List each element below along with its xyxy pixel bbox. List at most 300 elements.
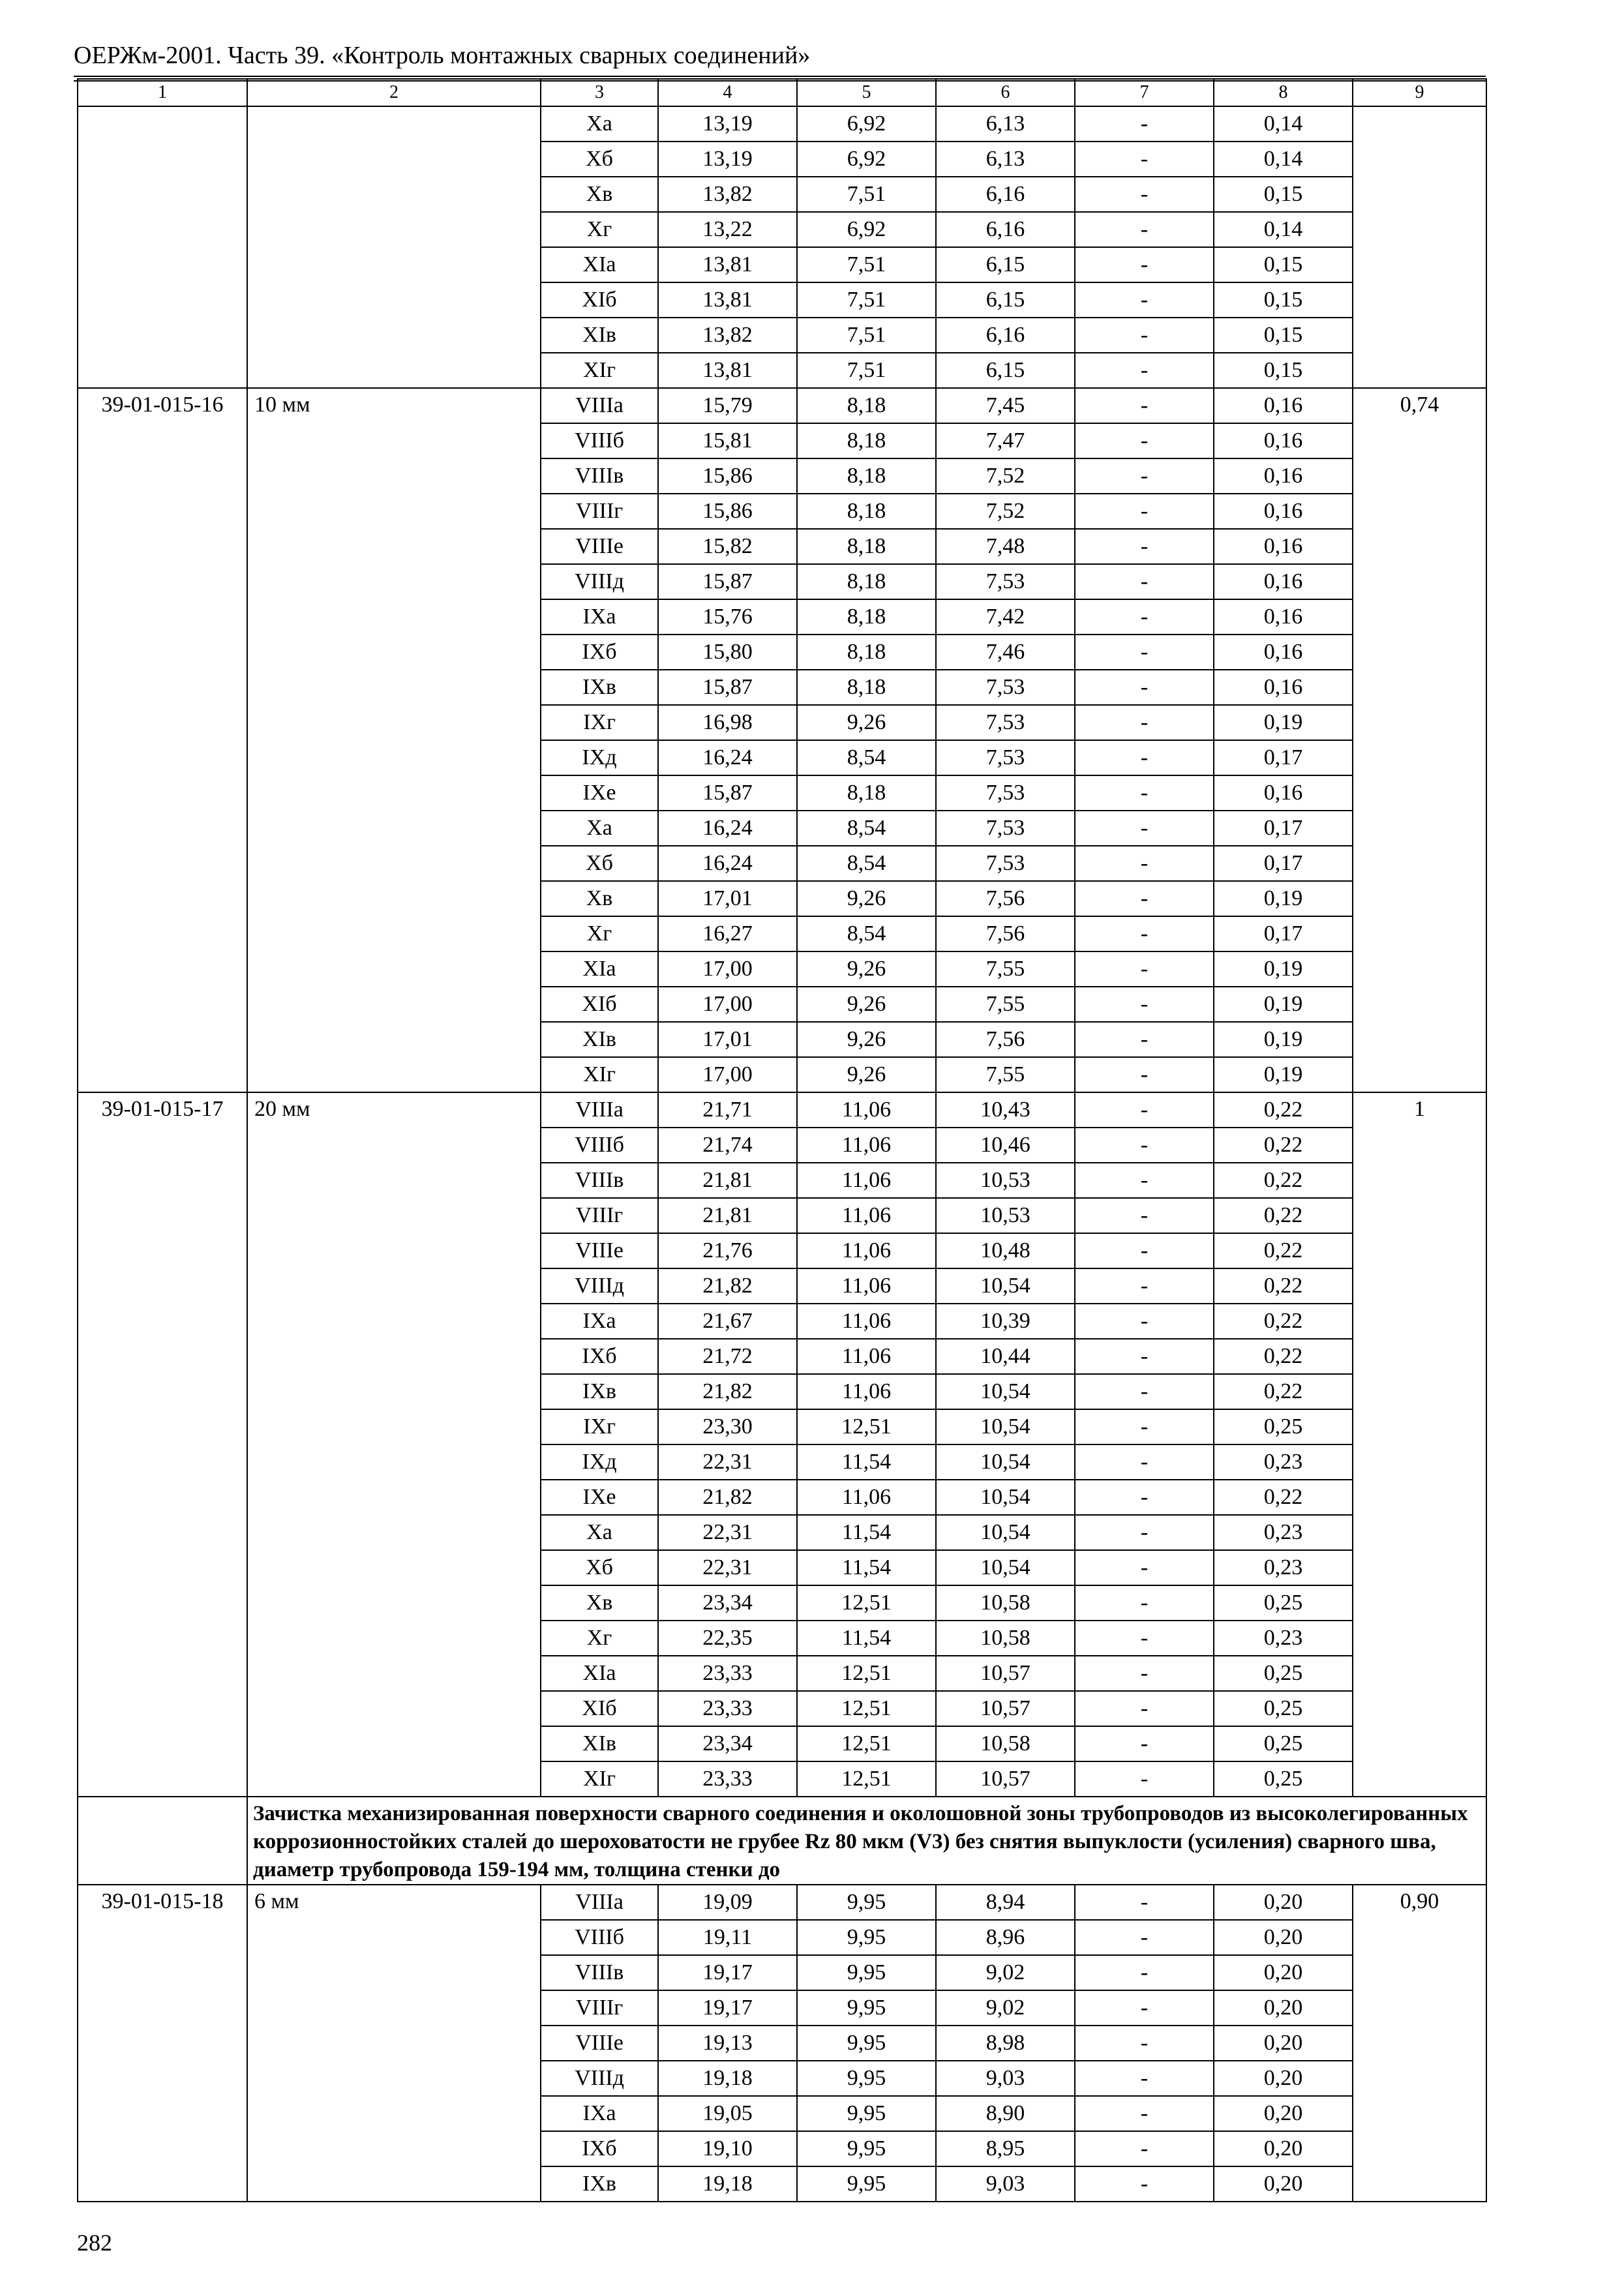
category-cell: Xв: [541, 881, 658, 916]
total-cost-cell: 15,81: [658, 423, 797, 458]
labor-hours-cell: 0,19: [1214, 705, 1353, 740]
materials-cost-cell: -: [1075, 1409, 1214, 1444]
total-cost-cell: 17,01: [658, 1022, 797, 1057]
labor-cost-cell: 8,18: [797, 423, 936, 458]
category-cell: XIв: [541, 1022, 658, 1057]
total-cost-cell: 13,82: [658, 177, 797, 212]
total-cost-cell: 17,00: [658, 951, 797, 987]
machine-cost-cell: 7,53: [936, 564, 1075, 599]
labor-cost-cell: 9,95: [797, 2166, 936, 2202]
materials-cost-cell: -: [1075, 1268, 1214, 1304]
total-cost-cell: 13,81: [658, 282, 797, 318]
category-cell: VIIIг: [541, 494, 658, 529]
total-cost-cell: 21,82: [658, 1374, 797, 1409]
labor-cost-cell: 9,95: [797, 2061, 936, 2096]
category-cell: XIa: [541, 247, 658, 282]
category-cell: IXa: [541, 599, 658, 635]
machine-cost-cell: 10,53: [936, 1163, 1075, 1198]
total-cost-cell: 21,76: [658, 1233, 797, 1268]
labor-hours-cell: 0,19: [1214, 951, 1353, 987]
category-cell: XIв: [541, 1726, 658, 1761]
labor-cost-cell: 8,54: [797, 740, 936, 775]
machine-cost-cell: 7,42: [936, 599, 1075, 635]
labor-cost-cell: 6,92: [797, 142, 936, 177]
total-cost-cell: 17,00: [658, 1057, 797, 1092]
labor-cost-cell: 7,51: [797, 247, 936, 282]
rate-code-cell: 39-01-015-16: [78, 388, 247, 1092]
category-cell: Xб: [541, 1550, 658, 1585]
category-cell: VIIIг: [541, 1990, 658, 2026]
labor-hours-cell: 0,15: [1214, 282, 1353, 318]
machine-cost-cell: 10,39: [936, 1304, 1075, 1339]
labor-hours-cell: 0,16: [1214, 458, 1353, 494]
machine-cost-cell: 8,90: [936, 2096, 1075, 2131]
labor-hours-cell: 0,20: [1214, 2026, 1353, 2061]
machine-cost-cell: 10,54: [936, 1268, 1075, 1304]
total-cost-cell: 23,33: [658, 1691, 797, 1726]
category-cell: VIIIд: [541, 2061, 658, 2096]
materials-cost-cell: -: [1075, 951, 1214, 987]
labor-hours-cell: 0,19: [1214, 1022, 1353, 1057]
materials-cost-cell: -: [1075, 2026, 1214, 2061]
labor-hours-cell: 0,17: [1214, 916, 1353, 951]
machine-cost-cell: 10,58: [936, 1621, 1075, 1656]
category-cell: VIIIe: [541, 2026, 658, 2061]
column-number: 9: [1353, 79, 1486, 106]
labor-cost-cell: 8,18: [797, 670, 936, 705]
materials-cost-cell: -: [1075, 177, 1214, 212]
materials-cost-cell: -: [1075, 212, 1214, 247]
category-cell: XIб: [541, 987, 658, 1022]
labor-hours-cell: 0,17: [1214, 846, 1353, 881]
labor-hours-cell: 0,20: [1214, 2131, 1353, 2166]
total-cost-cell: 13,19: [658, 106, 797, 142]
materials-cost-cell: -: [1075, 1480, 1214, 1515]
materials-cost-cell: -: [1075, 106, 1214, 142]
labor-hours-cell: 0,23: [1214, 1621, 1353, 1656]
category-cell: IXa: [541, 1304, 658, 1339]
category-cell: Xa: [541, 1515, 658, 1550]
materials-cost-cell: -: [1075, 353, 1214, 388]
rate-code-cell: [78, 106, 247, 388]
labor-hours-cell: 0,17: [1214, 811, 1353, 846]
machine-cost-cell: 6,15: [936, 282, 1075, 318]
category-cell: IXб: [541, 1339, 658, 1374]
machine-cost-cell: 6,15: [936, 353, 1075, 388]
labor-cost-cell: 9,95: [797, 1990, 936, 2026]
labor-cost-cell: 11,06: [797, 1198, 936, 1233]
labor-hours-cell: 0,16: [1214, 423, 1353, 458]
labor-hours-cell: 0,22: [1214, 1374, 1353, 1409]
materials-cost-cell: -: [1075, 987, 1214, 1022]
table-row: [78, 388, 1486, 423]
total-cost-cell: 15,76: [658, 599, 797, 635]
materials-cost-cell: -: [1075, 740, 1214, 775]
category-cell: VIIIe: [541, 529, 658, 564]
materials-cost-cell: -: [1075, 1621, 1214, 1656]
machine-cost-cell: 7,56: [936, 1022, 1075, 1057]
column-number: 4: [658, 79, 797, 106]
labor-hours-cell: 0,20: [1214, 2096, 1353, 2131]
machine-cost-cell: 6,16: [936, 177, 1075, 212]
materials-cost-cell: -: [1075, 1691, 1214, 1726]
materials-cost-cell: -: [1075, 1990, 1214, 2026]
labor-cost-cell: 8,54: [797, 846, 936, 881]
materials-cost-cell: -: [1075, 1726, 1214, 1761]
category-cell: IXг: [541, 705, 658, 740]
total-cost-cell: 13,81: [658, 353, 797, 388]
total-cost-cell: 22,31: [658, 1515, 797, 1550]
total-cost-cell: 19,13: [658, 2026, 797, 2061]
total-cost-cell: 22,31: [658, 1444, 797, 1480]
column-number: 8: [1214, 79, 1353, 106]
category-cell: IXб: [541, 2131, 658, 2166]
total-cost-cell: 19,17: [658, 1955, 797, 1990]
materials-cost-cell: -: [1075, 670, 1214, 705]
labor-cost-cell: 7,51: [797, 318, 936, 353]
labor-hours-cell: 0,15: [1214, 177, 1353, 212]
machine-cost-cell: 6,13: [936, 142, 1075, 177]
labor-hours-cell: 0,15: [1214, 318, 1353, 353]
category-cell: VIIIд: [541, 564, 658, 599]
materials-cost-cell: -: [1075, 1885, 1214, 1920]
table-row: [78, 1885, 1486, 1920]
machine-cost-cell: 10,44: [936, 1339, 1075, 1374]
labor-cost-cell: 12,51: [797, 1726, 936, 1761]
machine-cost-cell: 10,53: [936, 1198, 1075, 1233]
labor-hours-cell: 0,15: [1214, 247, 1353, 282]
labor-hours-cell: 0,20: [1214, 1990, 1353, 2026]
materials-cost-cell: -: [1075, 388, 1214, 423]
category-cell: IXд: [541, 740, 658, 775]
labor-cost-cell: 9,95: [797, 2131, 936, 2166]
document-title: ОЕРЖм-2001. Часть 39. «Контроль монтажных сварных соединений»: [74, 42, 811, 69]
total-cost-cell: 16,24: [658, 740, 797, 775]
total-cost-cell: 21,71: [658, 1092, 797, 1128]
total-cost-cell: 19,17: [658, 1990, 797, 2026]
section-heading-row: [78, 1797, 1486, 1885]
machine-cost-cell: 7,52: [936, 458, 1075, 494]
labor-hours-cell: 0,16: [1214, 670, 1353, 705]
labor-hours-cell: 0,22: [1214, 1163, 1353, 1198]
labor-hours-cell: 0,16: [1214, 599, 1353, 635]
category-cell: Xг: [541, 916, 658, 951]
category-cell: XIa: [541, 1656, 658, 1691]
total-cost-cell: 16,24: [658, 811, 797, 846]
category-cell: VIIIa: [541, 388, 658, 423]
machine-cost-cell: 10,57: [936, 1761, 1075, 1797]
wall-thickness-cell: 10 мм: [247, 388, 541, 1092]
machine-cost-cell: 7,52: [936, 494, 1075, 529]
category-cell: Xг: [541, 1621, 658, 1656]
labor-cost-cell: 12,51: [797, 1691, 936, 1726]
machine-cost-cell: 10,54: [936, 1550, 1075, 1585]
labor-hours-cell: 0,25: [1214, 1585, 1353, 1621]
wall-thickness-cell: 6 мм: [247, 1885, 541, 2202]
column-number: 3: [541, 79, 658, 106]
category-cell: Xв: [541, 1585, 658, 1621]
category-cell: Xв: [541, 177, 658, 212]
total-cost-cell: 19,10: [658, 2131, 797, 2166]
machine-cost-cell: 7,55: [936, 987, 1075, 1022]
total-cost-cell: 15,87: [658, 775, 797, 811]
total-cost-cell: 17,01: [658, 881, 797, 916]
category-cell: IXв: [541, 2166, 658, 2202]
labor-cost-cell: 9,26: [797, 987, 936, 1022]
rate-code-cell: 39-01-015-17: [78, 1092, 247, 1797]
total-cost-cell: 13,81: [658, 247, 797, 282]
machine-cost-cell: 9,03: [936, 2061, 1075, 2096]
coefficient-cell: 0,90: [1353, 1885, 1486, 2202]
labor-hours-cell: 0,25: [1214, 1726, 1353, 1761]
category-cell: VIIIв: [541, 1955, 658, 1990]
materials-cost-cell: -: [1075, 1515, 1214, 1550]
machine-cost-cell: 10,46: [936, 1128, 1075, 1163]
labor-cost-cell: 11,06: [797, 1233, 936, 1268]
labor-cost-cell: 9,26: [797, 1022, 936, 1057]
labor-cost-cell: 11,06: [797, 1304, 936, 1339]
total-cost-cell: 19,18: [658, 2166, 797, 2202]
column-number: 1: [78, 79, 247, 106]
machine-cost-cell: 10,54: [936, 1480, 1075, 1515]
column-number-row: [78, 79, 1486, 106]
labor-hours-cell: 0,22: [1214, 1480, 1353, 1515]
labor-hours-cell: 0,22: [1214, 1198, 1353, 1233]
labor-hours-cell: 0,25: [1214, 1691, 1353, 1726]
materials-cost-cell: -: [1075, 1092, 1214, 1128]
labor-hours-cell: 0,22: [1214, 1339, 1353, 1374]
machine-cost-cell: 7,56: [936, 916, 1075, 951]
category-cell: XIб: [541, 282, 658, 318]
category-cell: VIIIв: [541, 458, 658, 494]
category-cell: IXe: [541, 775, 658, 811]
table-row: [78, 1092, 1486, 1128]
labor-cost-cell: 6,92: [797, 212, 936, 247]
labor-cost-cell: 11,54: [797, 1550, 936, 1585]
machine-cost-cell: 10,54: [936, 1374, 1075, 1409]
total-cost-cell: 15,82: [658, 529, 797, 564]
machine-cost-cell: 10,48: [936, 1233, 1075, 1268]
materials-cost-cell: -: [1075, 318, 1214, 353]
machine-cost-cell: 8,96: [936, 1920, 1075, 1955]
machine-cost-cell: 7,56: [936, 881, 1075, 916]
total-cost-cell: 13,22: [658, 212, 797, 247]
labor-hours-cell: 0,19: [1214, 1057, 1353, 1092]
total-cost-cell: 15,86: [658, 494, 797, 529]
machine-cost-cell: 10,54: [936, 1444, 1075, 1480]
materials-cost-cell: -: [1075, 142, 1214, 177]
labor-cost-cell: 9,26: [797, 1057, 936, 1092]
category-cell: XIб: [541, 1691, 658, 1726]
labor-cost-cell: 8,54: [797, 811, 936, 846]
materials-cost-cell: -: [1075, 1022, 1214, 1057]
machine-cost-cell: 7,53: [936, 811, 1075, 846]
total-cost-cell: 17,00: [658, 987, 797, 1022]
labor-hours-cell: 0,16: [1214, 388, 1353, 423]
total-cost-cell: 23,34: [658, 1585, 797, 1621]
category-cell: IXг: [541, 1409, 658, 1444]
labor-cost-cell: 9,95: [797, 1885, 936, 1920]
category-cell: XIв: [541, 318, 658, 353]
labor-hours-cell: 0,16: [1214, 494, 1353, 529]
total-cost-cell: 15,79: [658, 388, 797, 423]
category-cell: XIг: [541, 353, 658, 388]
machine-cost-cell: 9,03: [936, 2166, 1075, 2202]
rate-code-cell: 39-01-015-18: [78, 1885, 247, 2202]
category-cell: Xб: [541, 142, 658, 177]
section-heading-text: Зачистка механизированная поверхности сварного соединения и околошовной зоны трубопроводов из высоколегированных коррозионностойких сталей до шероховатости не грубее Rz 80 мкм (V3) без снятия выпуклости (усиления) сварного шва, диаметр трубопровода 159-194 мм, толщина стенки до: [247, 1797, 1486, 1885]
materials-cost-cell: -: [1075, 494, 1214, 529]
machine-cost-cell: 10,57: [936, 1691, 1075, 1726]
total-cost-cell: 15,86: [658, 458, 797, 494]
labor-hours-cell: 0,23: [1214, 1550, 1353, 1585]
materials-cost-cell: -: [1075, 1585, 1214, 1621]
machine-cost-cell: 6,16: [936, 212, 1075, 247]
total-cost-cell: 21,74: [658, 1128, 797, 1163]
total-cost-cell: 13,19: [658, 142, 797, 177]
labor-cost-cell: 11,54: [797, 1515, 936, 1550]
coefficient-cell: [1353, 106, 1486, 388]
labor-cost-cell: 11,06: [797, 1092, 936, 1128]
total-cost-cell: 23,33: [658, 1656, 797, 1691]
labor-hours-cell: 0,15: [1214, 353, 1353, 388]
machine-cost-cell: 7,55: [936, 1057, 1075, 1092]
labor-hours-cell: 0,19: [1214, 987, 1353, 1022]
materials-cost-cell: -: [1075, 2166, 1214, 2202]
labor-cost-cell: 8,18: [797, 494, 936, 529]
labor-hours-cell: 0,22: [1214, 1128, 1353, 1163]
machine-cost-cell: 6,13: [936, 106, 1075, 142]
labor-hours-cell: 0,20: [1214, 1955, 1353, 1990]
labor-hours-cell: 0,16: [1214, 564, 1353, 599]
labor-hours-cell: 0,17: [1214, 740, 1353, 775]
total-cost-cell: 19,18: [658, 2061, 797, 2096]
table-body: [78, 79, 1486, 2202]
labor-cost-cell: 8,18: [797, 599, 936, 635]
materials-cost-cell: -: [1075, 1920, 1214, 1955]
machine-cost-cell: 7,55: [936, 951, 1075, 987]
category-cell: IXa: [541, 2096, 658, 2131]
machine-cost-cell: 7,46: [936, 635, 1075, 670]
materials-cost-cell: -: [1075, 1550, 1214, 1585]
materials-cost-cell: -: [1075, 1057, 1214, 1092]
category-cell: IXв: [541, 670, 658, 705]
wall-thickness-cell: 20 мм: [247, 1092, 541, 1797]
materials-cost-cell: -: [1075, 247, 1214, 282]
materials-cost-cell: -: [1075, 1656, 1214, 1691]
materials-cost-cell: -: [1075, 846, 1214, 881]
labor-cost-cell: 8,18: [797, 564, 936, 599]
materials-cost-cell: -: [1075, 564, 1214, 599]
rates-table: [77, 78, 1487, 2202]
labor-cost-cell: 12,51: [797, 1761, 936, 1797]
total-cost-cell: 15,87: [658, 564, 797, 599]
machine-cost-cell: 7,45: [936, 388, 1075, 423]
machine-cost-cell: 6,15: [936, 247, 1075, 282]
category-cell: Xa: [541, 811, 658, 846]
labor-cost-cell: 11,54: [797, 1621, 936, 1656]
total-cost-cell: 21,82: [658, 1480, 797, 1515]
category-cell: VIIIб: [541, 1920, 658, 1955]
total-cost-cell: 23,34: [658, 1726, 797, 1761]
category-cell: VIIIг: [541, 1198, 658, 1233]
total-cost-cell: 16,24: [658, 846, 797, 881]
labor-cost-cell: 9,26: [797, 705, 936, 740]
labor-hours-cell: 0,22: [1214, 1092, 1353, 1128]
labor-hours-cell: 0,25: [1214, 1656, 1353, 1691]
labor-hours-cell: 0,22: [1214, 1304, 1353, 1339]
total-cost-cell: 13,82: [658, 318, 797, 353]
labor-cost-cell: 7,51: [797, 282, 936, 318]
materials-cost-cell: -: [1075, 423, 1214, 458]
category-cell: IXд: [541, 1444, 658, 1480]
materials-cost-cell: -: [1075, 529, 1214, 564]
column-number: 2: [247, 79, 541, 106]
machine-cost-cell: 6,16: [936, 318, 1075, 353]
category-cell: IXв: [541, 1374, 658, 1409]
labor-hours-cell: 0,14: [1214, 106, 1353, 142]
machine-cost-cell: 8,94: [936, 1885, 1075, 1920]
labor-hours-cell: 0,20: [1214, 2061, 1353, 2096]
category-cell: IXe: [541, 1480, 658, 1515]
materials-cost-cell: -: [1075, 1339, 1214, 1374]
total-cost-cell: 23,33: [658, 1761, 797, 1797]
materials-cost-cell: -: [1075, 1198, 1214, 1233]
total-cost-cell: 19,05: [658, 2096, 797, 2131]
labor-hours-cell: 0,14: [1214, 142, 1353, 177]
materials-cost-cell: -: [1075, 2061, 1214, 2096]
labor-cost-cell: 8,18: [797, 458, 936, 494]
labor-cost-cell: 12,51: [797, 1585, 936, 1621]
labor-cost-cell: 8,54: [797, 916, 936, 951]
total-cost-cell: 19,09: [658, 1885, 797, 1920]
labor-hours-cell: 0,25: [1214, 1409, 1353, 1444]
section-blank-cell: [78, 1797, 247, 1885]
materials-cost-cell: -: [1075, 1128, 1214, 1163]
labor-cost-cell: 9,95: [797, 1920, 936, 1955]
labor-cost-cell: 12,51: [797, 1656, 936, 1691]
labor-cost-cell: 11,06: [797, 1339, 936, 1374]
labor-hours-cell: 0,20: [1214, 1920, 1353, 1955]
category-cell: VIIIб: [541, 1128, 658, 1163]
materials-cost-cell: -: [1075, 635, 1214, 670]
materials-cost-cell: -: [1075, 2096, 1214, 2131]
machine-cost-cell: 10,58: [936, 1585, 1075, 1621]
category-cell: XIa: [541, 951, 658, 987]
machine-cost-cell: 10,58: [936, 1726, 1075, 1761]
labor-hours-cell: 0,14: [1214, 212, 1353, 247]
labor-cost-cell: 8,18: [797, 635, 936, 670]
labor-cost-cell: 12,51: [797, 1409, 936, 1444]
column-number: 7: [1075, 79, 1214, 106]
labor-cost-cell: 7,51: [797, 353, 936, 388]
machine-cost-cell: 9,02: [936, 1990, 1075, 2026]
category-cell: VIIIд: [541, 1268, 658, 1304]
coefficient-cell: 0,74: [1353, 388, 1486, 1092]
machine-cost-cell: 7,53: [936, 705, 1075, 740]
category-cell: VIIIб: [541, 423, 658, 458]
machine-cost-cell: 10,54: [936, 1515, 1075, 1550]
labor-cost-cell: 9,26: [797, 951, 936, 987]
labor-hours-cell: 0,16: [1214, 775, 1353, 811]
machine-cost-cell: 8,98: [936, 2026, 1075, 2061]
labor-cost-cell: 8,18: [797, 529, 936, 564]
materials-cost-cell: -: [1075, 1761, 1214, 1797]
machine-cost-cell: 9,02: [936, 1955, 1075, 1990]
labor-cost-cell: 11,06: [797, 1480, 936, 1515]
materials-cost-cell: -: [1075, 599, 1214, 635]
labor-cost-cell: 8,18: [797, 775, 936, 811]
